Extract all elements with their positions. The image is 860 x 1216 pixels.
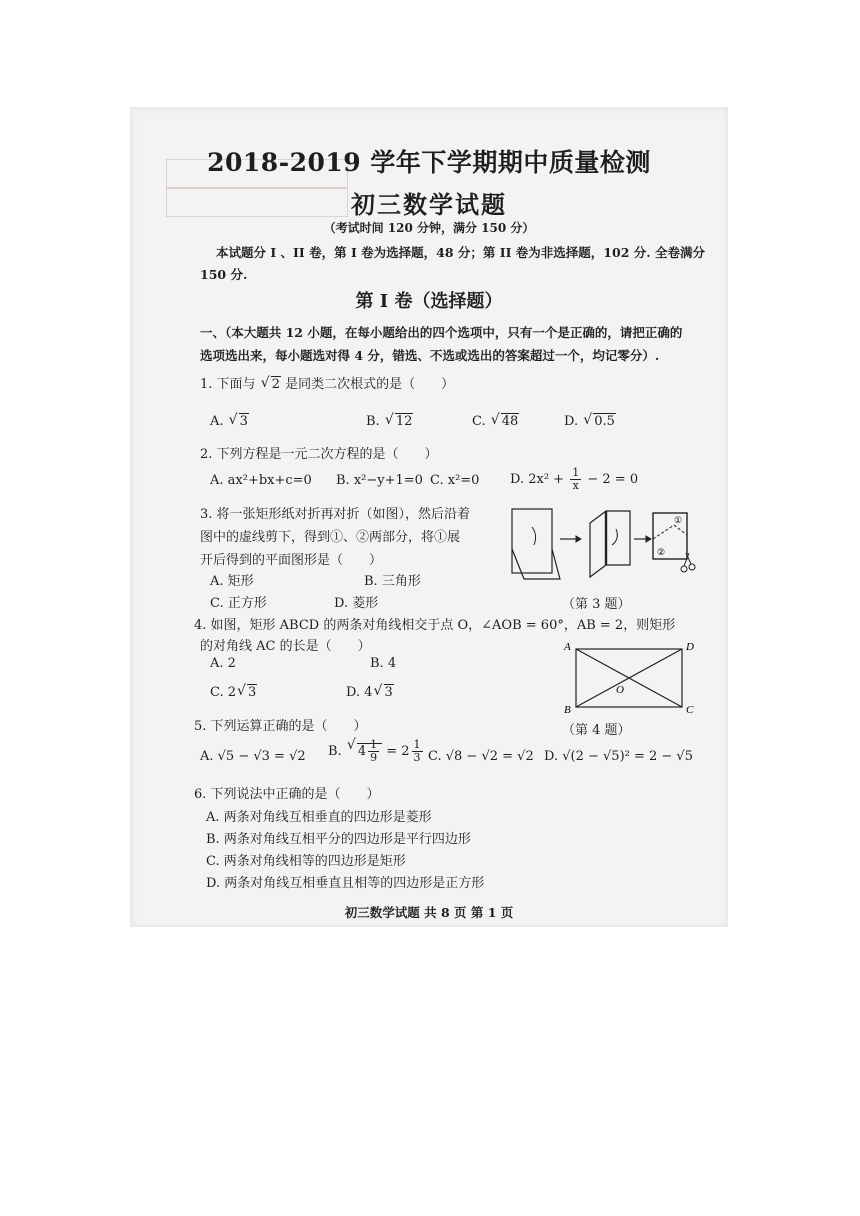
q1-radical [262,377,281,392]
q4-option-d[interactable] [346,685,394,700]
q2-option-c[interactable]: C. x²=0 [430,473,480,488]
vertex-label-d: D [686,641,694,653]
q6-option-d[interactable]: D. 两条对角线互相垂直且相等的四边形是正方形 [206,876,485,891]
q1-option-c-radicand: 48 [501,414,519,429]
q2-option-d-fraction [570,467,581,492]
q1-stem-prefix: 1. 下面与 [200,377,256,392]
q6-option-b[interactable]: B. 两条对角线互相平分的四边形是平行四边形 [206,832,471,847]
q4-rectangle-figure [564,641,694,717]
q6-option-c[interactable]: C. 两条对角线相等的四边形是矩形 [206,854,406,869]
q2-option-a[interactable]: A. ax²+bx+c=0 [210,473,312,488]
scissors-icon [681,553,695,572]
q4-option-c-letter: C. 2 [210,685,237,700]
q5-option-b-result-denominator: 3 [413,751,421,764]
arrow-right-icon [560,536,581,542]
q4-option-a[interactable]: A. 2 [210,656,236,671]
q6-option-a[interactable]: A. 两条对角线互相垂直的四边形是菱形 [206,810,432,825]
q4-option-d-radicand: 3 [384,685,393,700]
q5-option-b-radical [348,739,382,764]
q3-line-3: 开后得到的平面图形是（ ） [200,553,383,568]
q1-stem-suffix: 是同类二次根式的是（ ） [285,377,455,392]
q3-part-1-label: ① [674,516,683,526]
q2-option-d-suffix: − 2 = 0 [587,472,639,487]
vertex-label-a: A [564,641,571,653]
page-footer: 初三数学试题 共 8 页 第 1 页 [344,905,514,920]
q5-option-d[interactable]: D. √(2 − √5)² = 2 − √5 [544,749,693,764]
instruction-line-2: 选项选出来，每小题选对得 4 分，错选、不选或选出的答案超过一个，均记零分）. [200,348,660,363]
exam-title: 2018-2019 学年下学期期中质量检测 [207,148,651,177]
q5-option-b-result-fraction [412,739,423,764]
q1-option-b[interactable] [366,414,413,429]
exam-info: （考试时间 120 分钟，满分 150 分） [323,221,535,235]
q4-option-d-letter: D. 4 [346,685,373,700]
q4-option-c-radicand: 3 [248,685,257,700]
section-title: 第 I 卷（选择题） [355,291,503,312]
q4-option-c-radical [238,685,257,700]
q3-option-c[interactable]: C. 正方形 [210,596,267,611]
q4-line-1: 4. 如图，矩形 ABCD 的两条对角线相交于点 O，∠AOB = 60°，AB = 2，则矩形 [194,618,676,633]
q2-option-d[interactable] [510,467,638,492]
q1-option-c-letter: C. [472,414,486,429]
q3-fold-step-1 [512,509,560,579]
q4-option-c[interactable] [210,685,257,700]
q2-option-d-denominator: x [572,479,579,492]
q4-figure-caption: （第 4 题） [562,723,631,738]
intro-line-2: 150 分. [200,267,248,282]
q4-option-b[interactable]: B. 4 [370,656,397,671]
q6-stem: 6. 下列说法中正确的是（ ） [194,787,380,802]
q3-option-d[interactable]: D. 菱形 [334,596,379,611]
q5-option-b-numerator: 1 [370,738,378,751]
q3-part-2-label: ② [657,548,666,558]
q2-option-d-prefix: D. 2x² + [510,472,565,487]
q1-radicand: 2 [271,377,280,392]
q1-option-b-radical [386,414,414,429]
q1-option-d-radicand: 0.5 [594,414,615,429]
exam-subject: 初三数学试题 [351,190,507,219]
q1-option-d-radical [584,414,616,429]
q5-option-b-result-numerator: 1 [413,738,421,751]
intro-line-1: 本试题分 I 、II 卷，第 I 卷为选择题，48 分；第 II 卷为非选择题，102 分. 全卷满分 [216,245,705,260]
q5-option-b-equals: = 2 [386,744,410,759]
exam-page [130,107,728,927]
vertex-label-c: C [686,704,694,716]
center-label-o: O [616,684,624,696]
q1-option-a-radicand: 3 [239,414,248,429]
q4-option-d-radical [375,685,394,700]
arrow-right-icon [634,536,651,542]
q5-stem: 5. 下列运算正确的是（ ） [194,719,367,734]
q1-option-d[interactable] [564,414,616,429]
q5-option-b-letter: B. [328,744,342,759]
instruction-line-1: 一、（本大题共 12 小题，在每小题给出的四个选项中，只有一个是正确的，请把正确的 [200,325,683,340]
q5-option-b-denominator: 9 [370,751,378,764]
q3-fold-step-2 [590,511,630,577]
vertex-label-b: B [564,704,571,716]
q1-option-d-letter: D. [564,414,579,429]
q3-option-b[interactable]: B. 三角形 [364,574,421,589]
q5-option-b-mixed-number [357,738,382,764]
q5-option-b-whole: 4 [357,744,367,759]
q5-option-c[interactable]: C. √8 − √2 = √2 [428,749,534,764]
q1-option-c[interactable] [472,414,519,429]
q5-option-b-fraction [368,739,379,764]
q5-option-a[interactable]: A. √5 − √3 = √2 [200,749,306,764]
q3-line-2: 图中的虚线剪下，得到①、②两部分，将①展 [200,530,461,545]
q3-folding-figure [508,505,698,585]
q1-option-a-radical [230,414,249,429]
q3-option-a[interactable]: A. 矩形 [210,574,254,589]
q1-stem [200,373,454,392]
q2-option-d-numerator: 1 [572,466,580,479]
q3-figure-caption: （第 3 题） [562,597,631,612]
q4-line-2: 的对角线 AC 的长是（ ） [200,639,371,654]
q3-line-1: 3. 将一张矩形纸对折再对折（如图），然后沿着 [200,507,471,522]
q5-option-b[interactable] [328,739,425,764]
q1-option-a[interactable] [210,414,249,429]
q1-option-a-letter: A. [210,414,224,429]
q1-option-c-radical [492,414,520,429]
q1-option-b-letter: B. [366,414,380,429]
q2-stem: 2. 下列方程是一元二次方程的是（ ） [200,447,438,462]
q2-option-b[interactable]: B. x²−y+1=0 [336,473,423,488]
q1-option-b-radicand: 12 [395,414,413,429]
